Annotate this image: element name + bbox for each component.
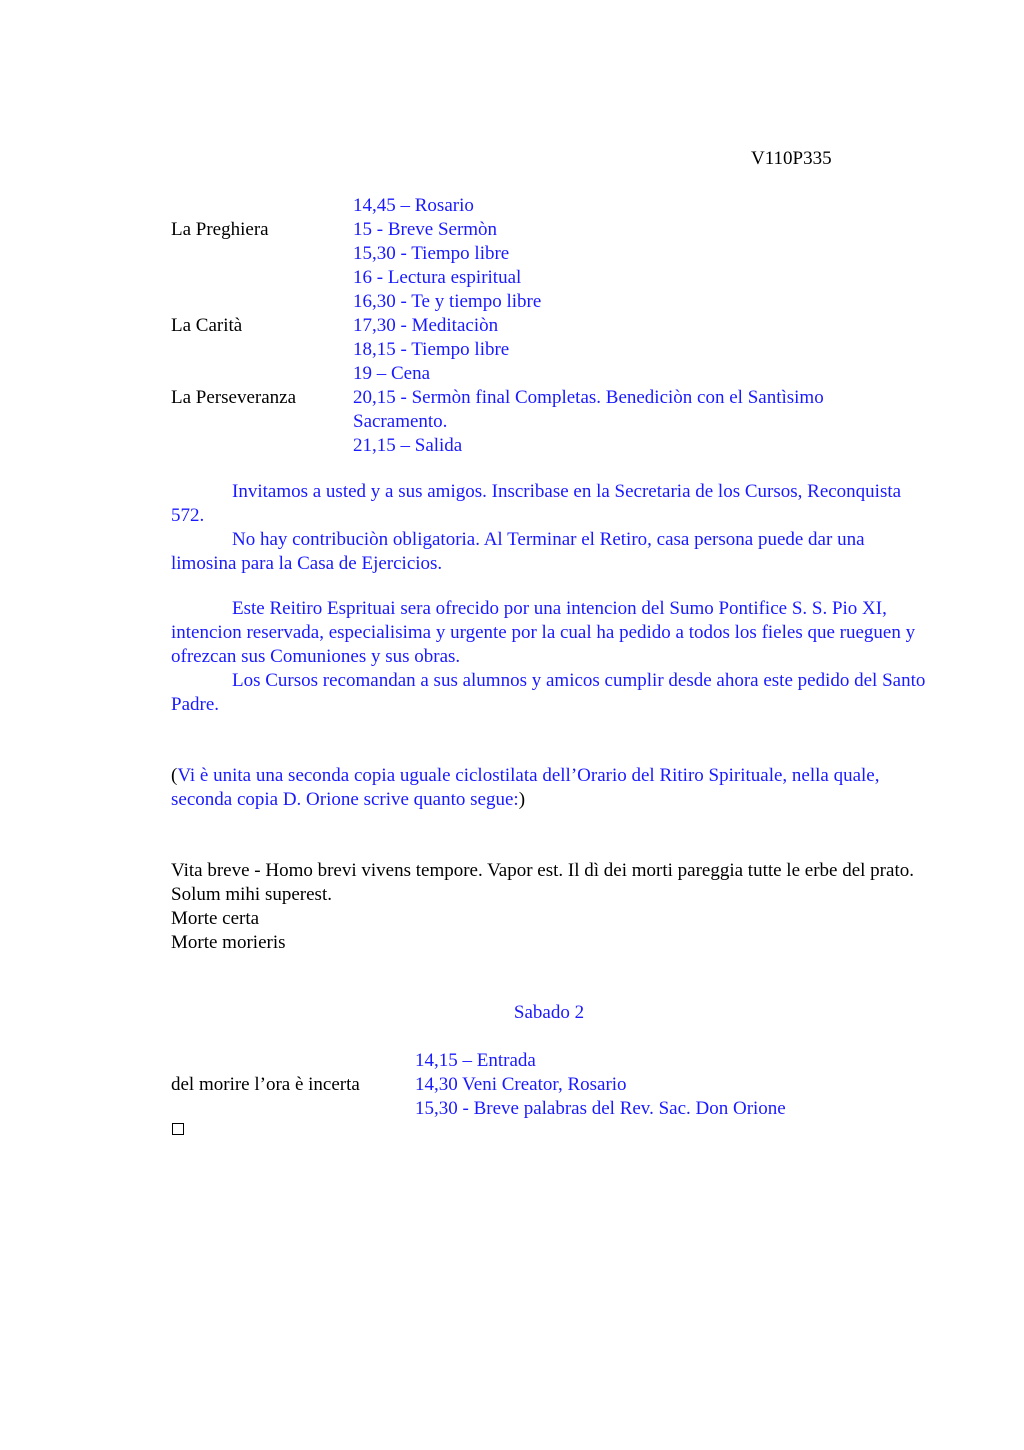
paragraph: No hay contribuciòn obligatoria. Al Terminar el Retiro, casa persona puede dar una limosina para la Casa de Ejercicios.: [171, 529, 865, 574]
page-id: V110P335: [751, 148, 832, 169]
schedule-themes: [171, 1049, 360, 1121]
day-heading: Sabado 2: [513, 1002, 585, 1023]
note-line: Morte morieris: [171, 932, 286, 953]
schedule-item: 15 - Breve Sermòn: [353, 219, 498, 240]
theme-row: [171, 410, 296, 434]
schedule-item: 18,15 - Tiempo libre: [353, 339, 510, 360]
schedule-item: 19 – Cena: [353, 363, 431, 384]
note-text: Vi è unita una seconda copia uguale ciclostilata dell’Orario del Ritiro Spirituale, nella quale, seconda copia D. Orione scrive quanto segue:: [171, 765, 880, 810]
note-open-paren: (: [171, 765, 178, 786]
schedule-items: [415, 1049, 786, 1121]
note-close-paren: ): [518, 789, 526, 810]
schedule-items: [353, 194, 913, 458]
invitation-paragraphs: [171, 480, 931, 576]
note-line: Solum mihi superest.: [171, 884, 332, 905]
theme-row: [171, 1097, 360, 1121]
theme-row: [171, 242, 296, 266]
schedule-item: 16 - Lectura espiritual: [353, 267, 522, 288]
theme-row: [171, 290, 296, 314]
handwritten-notes: [171, 859, 931, 955]
theme-row: [171, 1049, 360, 1073]
note-line: Morte certa: [171, 908, 260, 929]
schedule-item: 15,30 - Breve palabras del Rev. Sac. Don Orione: [415, 1098, 786, 1119]
theme-row: [171, 362, 296, 386]
schedule-item: 14,45 – Rosario: [353, 195, 474, 216]
theme-row: [171, 338, 296, 362]
paragraph: Los Cursos recomandan a sus alumnos y amicos cumplir desde ahora este pedido del Santo Padre.: [171, 670, 926, 715]
schedule-item: 14,30 Veni Creator, Rosario: [415, 1074, 627, 1095]
schedule-item: 21,15 – Salida: [353, 435, 463, 456]
theme-row: La Perseveranza: [171, 387, 297, 408]
schedule-item: 17,30 - Meditaciòn: [353, 315, 499, 336]
schedule-item: 20,15 - Sermòn final Completas. Benediciòn con el Santìsimo: [353, 387, 824, 408]
theme-row: La Carità: [171, 315, 243, 336]
schedule-item: 14,15 – Entrada: [415, 1050, 536, 1071]
editorial-note: [171, 764, 931, 812]
schedule-item: Sacramento.: [353, 411, 448, 432]
paragraph: Invitamos a usted y a sus amigos. Inscribase en la Secretaria de los Cursos, Reconquista 572.: [171, 481, 902, 526]
theme-row: [171, 194, 296, 218]
schedule-item: 16,30 - Te y tiempo libre: [353, 291, 542, 312]
theme-row: La Preghiera: [171, 219, 269, 240]
schedule-item: 15,30 - Tiempo libre: [353, 243, 510, 264]
schedule-themes: [171, 194, 296, 458]
note-line: Vita breve - Homo brevi vivens tempore. Vapor est. Il dì dei morti pareggia tutte le erbe del prato.: [171, 860, 914, 881]
checkbox-icon: [172, 1123, 184, 1135]
paragraph: Este Reitiro Esprituai sera ofrecido por una intencion del Sumo Pontifice S. S. Pio XI, intencion reservada, especialisima y urgente por la cual ha pedido a todos los fieles que rueguen y ofrezcan sus Comuniones y sus obras.: [171, 598, 916, 667]
theme-row: [171, 266, 296, 290]
intention-paragraphs: [171, 597, 931, 717]
theme-row: del morire l’ora è incerta: [171, 1074, 360, 1095]
theme-row: [171, 434, 296, 458]
